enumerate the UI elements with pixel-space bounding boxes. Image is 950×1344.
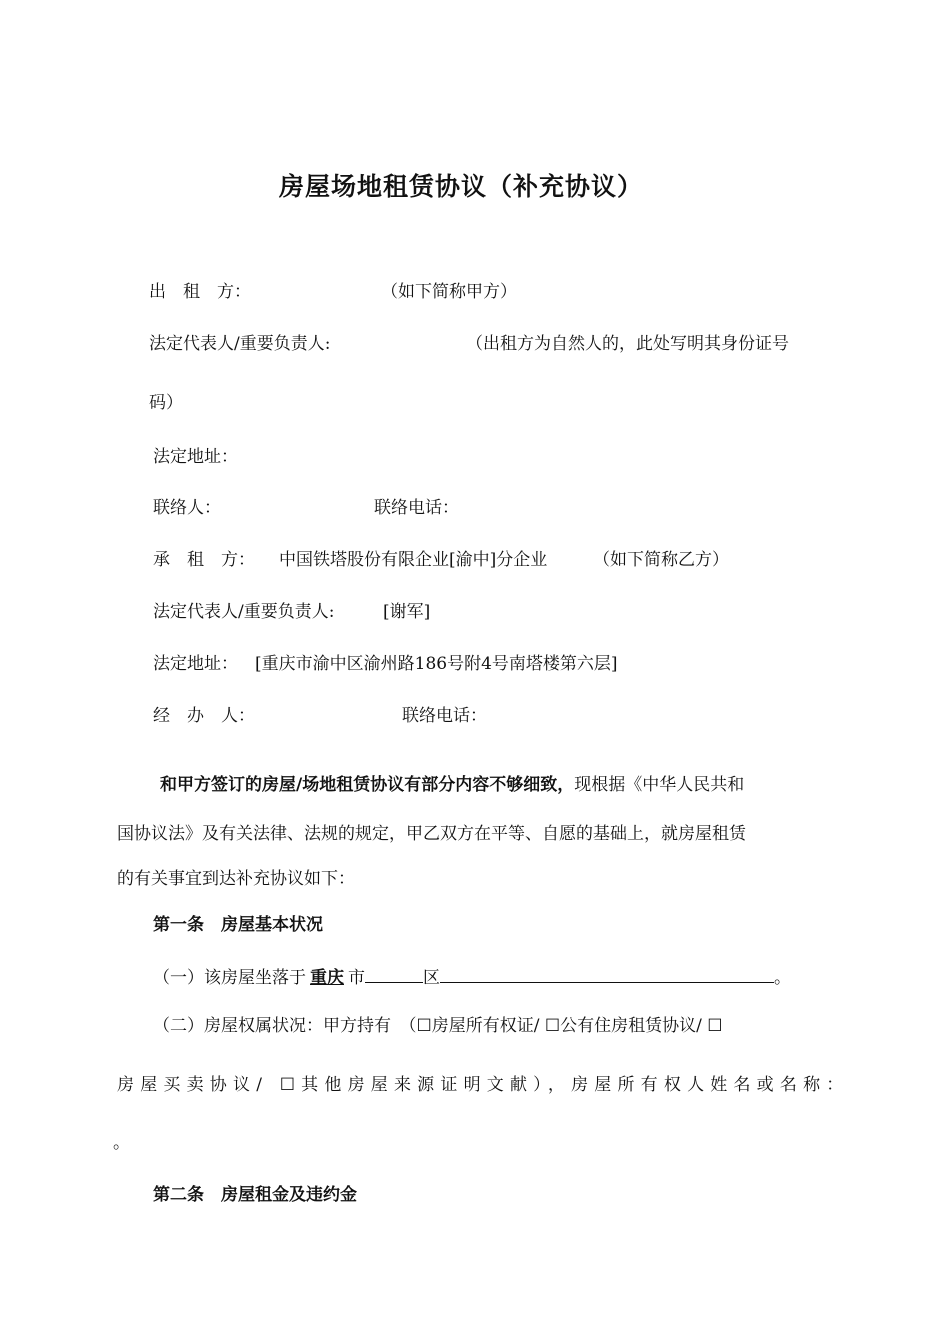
intro-part-1: 和甲方签订的房屋/场地租赁协议有部分内容不够细致， (160, 775, 575, 795)
intro-line-2: 国协议法》及有关法律、法规的规定，甲乙双方在平等、自愿的基础上，就房屋租赁 (117, 824, 746, 844)
article-1-heading: 第一条 房屋基本状况 (153, 915, 323, 935)
lessor-note: （如下简称甲方） (381, 282, 517, 302)
item-1-prefix: （一）该房屋坐落于 (153, 968, 306, 988)
lessor-rep-label: 法定代表人/重要负责人: (149, 334, 331, 354)
address-blank-line (440, 965, 774, 983)
lessor-phone-label: 联络电话： (374, 498, 459, 518)
page-title: 房屋场地租赁协议（补充协议） (279, 172, 644, 201)
article-1-item-1 (153, 965, 791, 987)
intro-line-1 (160, 777, 744, 794)
lessee-rep-label: 法定代表人/重要负责人: (153, 602, 335, 622)
lessee-note: （如下简称乙方） (593, 550, 729, 570)
lessee-rep-value: [谢军] (383, 602, 431, 622)
lessee-label: 承 租 方： (153, 550, 255, 570)
lessee-phone-label: 联络电话： (402, 706, 487, 726)
intro-part-2: 现根据《中华人民共和 (574, 775, 745, 795)
lessor-label: 出 租 方： (149, 282, 251, 302)
item-1-city-suffix: 市 (348, 968, 365, 988)
lessor-address-label: 法定地址： (153, 447, 238, 467)
lessor-rep-note-cont: 码） (149, 393, 183, 413)
district-blank-line (365, 965, 423, 983)
lessee-address-label: 法定地址： (153, 654, 238, 674)
lessee-agent-label: 经 办 人： (153, 706, 255, 726)
lessee-address-value: [重庆市渝中区渝州路186号附4号南塔楼第六层] (255, 654, 618, 674)
article-1-item-2-line-3: 。 (113, 1133, 130, 1153)
lessee-name: 中国铁塔股份有限企业[渝中]分企业 (279, 550, 548, 570)
article-1-item-2-line-1: （二）房屋权属状况：甲方持有 （☐房屋所有权证/ ☐公有住房租赁协议/ ☐ (153, 1016, 723, 1036)
article-1-item-2-line-2: 房屋买卖协议/ ☐其他房屋来源证明文献），房屋所有权人姓名或名称： (117, 1075, 850, 1095)
item-1-end: 。 (774, 968, 791, 988)
item-1-district-suffix: 区 (423, 968, 440, 988)
article-2-heading: 第二条 房屋租金及违约金 (153, 1185, 357, 1205)
item-1-city: 重庆 (310, 968, 344, 988)
lessor-rep-note: （出租方为自然人的，此处写明其身份证号 (466, 334, 789, 354)
intro-line-3: 的有关事宜到达补充协议如下： (117, 869, 355, 889)
lessor-contact-label: 联络人： (153, 498, 221, 518)
